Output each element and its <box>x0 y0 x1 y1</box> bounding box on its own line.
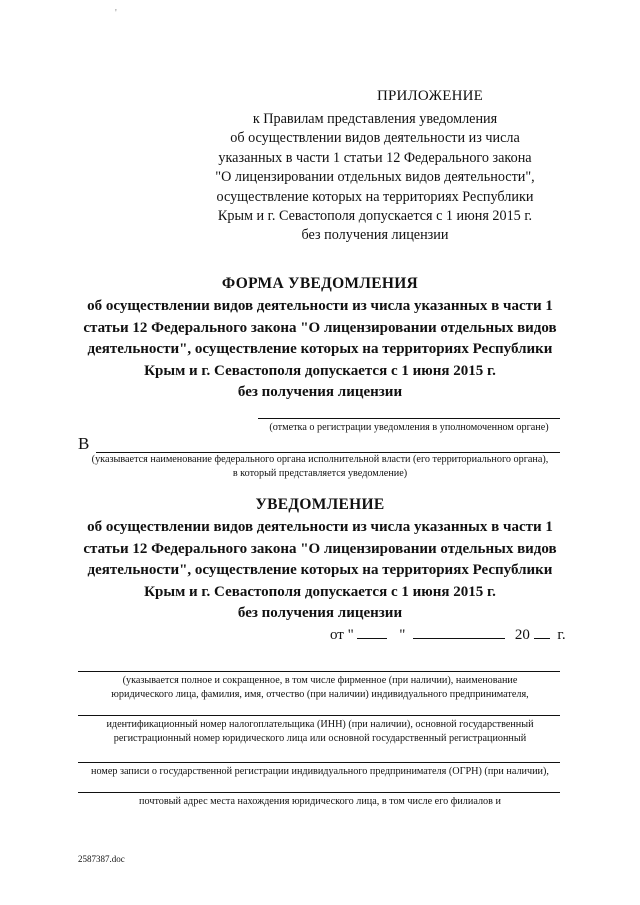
notice-subtitle-line: деятельности", осуществление которых на территориях Республики <box>87 562 553 578</box>
form-subtitle-line: об осуществлении видов деятельности из числа указанных в части 1 <box>87 298 553 314</box>
date-mid: " <box>399 627 406 643</box>
inn-ogrn-line[interactable] <box>78 715 560 716</box>
appendix-line: указанных в части 1 статьи 12 Федерального закона <box>218 149 532 166</box>
appendix-text <box>180 110 570 246</box>
form-subtitle <box>60 296 580 404</box>
date-row <box>330 626 566 644</box>
date-prefix: от " <box>330 627 354 643</box>
appendix-line: об осуществлении видов деятельности из числа <box>230 130 520 147</box>
postal-address-line[interactable] <box>78 792 560 793</box>
to-letter: В <box>78 434 90 453</box>
appendix-title: ПРИЛОЖЕНИЕ <box>376 88 484 104</box>
notice-subtitle-line: статьи 12 Федерального закона "О лицензировании отдельных видов <box>83 540 557 557</box>
applicant-name-line[interactable] <box>78 671 560 672</box>
date-month-field[interactable] <box>413 626 505 639</box>
appendix-line: осуществление которых на территориях Республики <box>216 188 534 205</box>
notice-subtitle-line: Крым и г. Севастополя допускается с 1 июня 2015 г. <box>144 583 496 600</box>
field-note-line: юридического лица, фамилия, имя, отчество (при наличии) индивидуального предпринимателя, <box>111 689 529 700</box>
field-note-line: идентификационный номер налогоплательщика (ИНН) (при наличии), основной государственный <box>106 719 534 730</box>
applicant-name-note <box>60 674 580 702</box>
form-subtitle-line: деятельности", осуществление которых на территориях Республики <box>87 341 553 357</box>
form-title: ФОРМА УВЕДОМЛЕНИЯ <box>221 275 419 292</box>
inn-ogrn-note <box>60 718 580 746</box>
stray-mark: ' <box>115 8 117 19</box>
appendix-line: к Правилам представления уведомления <box>252 111 498 127</box>
date-year-prefix: 20 <box>514 627 530 643</box>
field-note-line: (указывается полное и сокращенное, в том числе фирменное (при наличии), наименование <box>122 675 518 686</box>
notice-subtitle-line: об осуществлении видов деятельности из числа указанных в части 1 <box>87 519 553 535</box>
postal-address-note: почтовый адрес места нахождения юридического лица, в том числе его филиалов и <box>139 796 501 807</box>
form-subtitle-line: статьи 12 Федерального закона "О лицензировании отдельных видов <box>83 319 557 336</box>
notice-subtitle <box>60 517 580 625</box>
ogrn-ip-line[interactable] <box>78 762 560 763</box>
appendix-line: без получения лицензии <box>301 227 449 244</box>
field-note-line: регистрационный номер юридического лица или основной государственный регистрационный <box>113 733 527 744</box>
appendix-line: "О лицензировании отдельных видов деятельности", <box>215 169 535 186</box>
date-suffix: г. <box>557 627 566 643</box>
notice-title: УВЕДОМЛЕНИЕ <box>255 496 385 513</box>
registration-note: (отметка о регистрации уведомления в уполномоченном органе) <box>269 422 549 433</box>
appendix-line: Крым и г. Севастополя допускается с 1 июня 2015 г. <box>217 208 533 225</box>
authority-note-line: в который представляется уведомление) <box>232 468 408 479</box>
date-year-field[interactable] <box>534 626 550 639</box>
authority-note <box>60 453 580 481</box>
notice-subtitle-line: без получения лицензии <box>237 605 403 621</box>
authority-note-line: (указывается наименование федерального органа исполнительной власти (его территориального органа), <box>91 454 549 465</box>
form-subtitle-line: Крым и г. Севастополя допускается с 1 июня 2015 г. <box>144 362 496 379</box>
form-subtitle-line: без получения лицензии <box>237 384 403 400</box>
footer-filename: 2587387.doc <box>78 854 125 864</box>
date-day-field[interactable] <box>357 626 387 639</box>
ogrn-ip-note: номер записи о государственной регистрации индивидуального предпринимателя (ОГРН) (при наличии), <box>91 766 549 777</box>
registration-mark-line[interactable] <box>258 418 560 419</box>
